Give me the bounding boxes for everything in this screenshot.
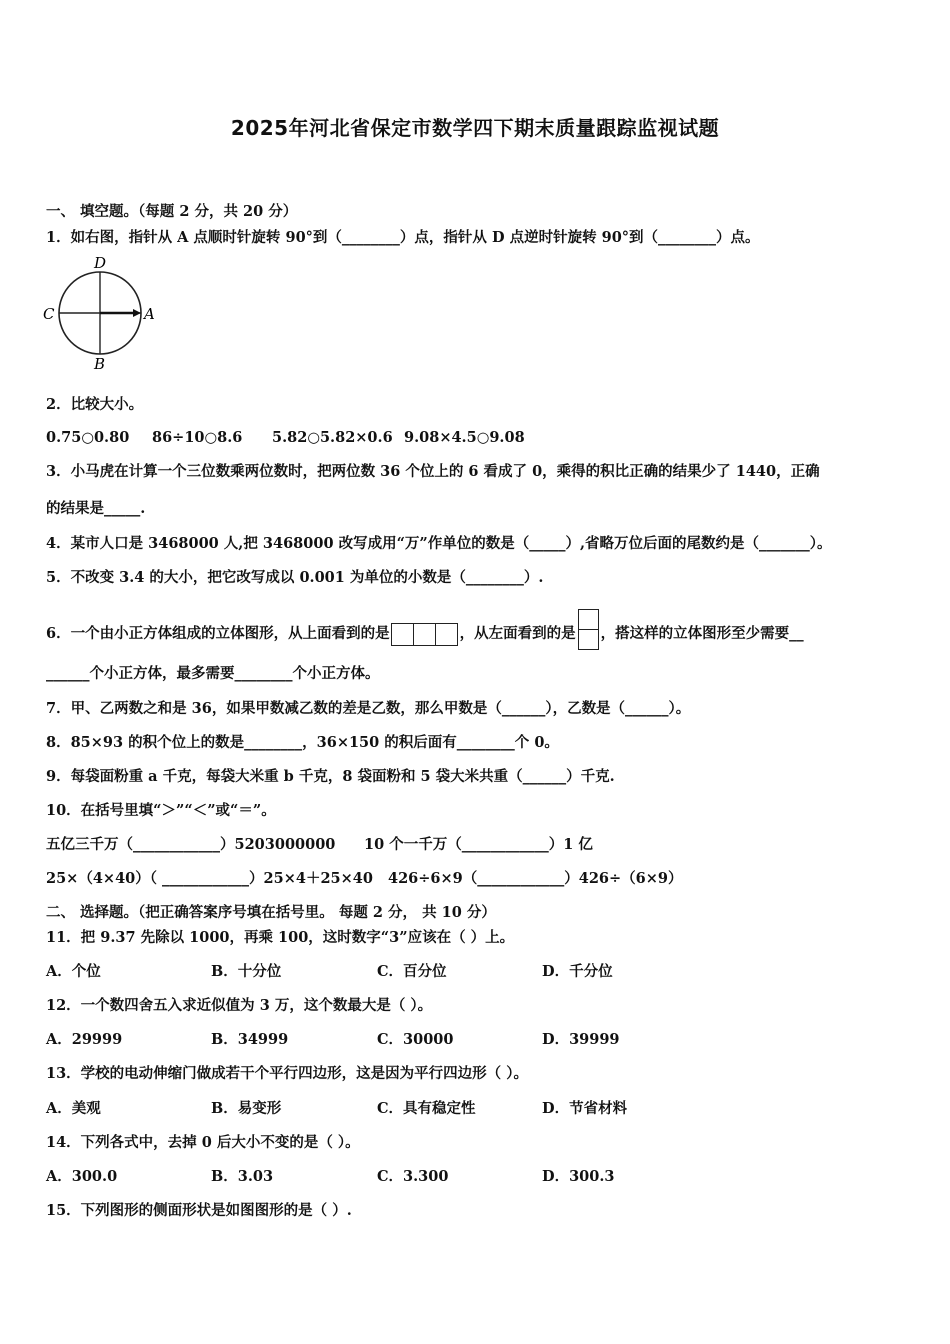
- question-6-text-a: 6．一个由小正方体组成的立体图形，从上面看到的是: [46, 625, 390, 642]
- question-15: 15．下列图形的侧面形状是如图图形的是（ ）.: [46, 1202, 352, 1219]
- question-10: 10．在括号里填“＞”“＜”或“＝”。: [46, 802, 276, 819]
- page-title: 2025年河北省保定市数学四下期末质量跟踪监视试题: [230, 116, 720, 140]
- option-a: A．29999: [46, 1031, 123, 1048]
- question-6-line-2: ______个小正方体，最多需要________个小正方体。: [46, 665, 380, 682]
- question-1: 1．如右图，指针从 A 点顺时针旋转 90°到（________）点，指针从 D 点逆时针旋转 90°到（________）点。: [46, 229, 760, 246]
- compare-item: 五亿三千万（____________）5203000000: [46, 836, 336, 853]
- compare-item: 86÷10○8.6: [152, 429, 243, 446]
- option-b: B．十分位: [211, 963, 282, 980]
- option-c: C．30000: [377, 1031, 454, 1048]
- left-view-figure: [578, 610, 599, 650]
- question-6-text-b: ，从左面看到的是: [459, 625, 576, 642]
- question-13: 13．学校的电动伸缩门做成若干个平行四边形，这是因为平行四边形（ ）。: [46, 1065, 528, 1082]
- section-1-heading: 一、 填空题。（每题 2 分，共 20 分）: [46, 203, 298, 220]
- option-d: D．39999: [542, 1031, 620, 1048]
- question-9: 9．每袋面粉重 a 千克，每袋大米重 b 千克，8 袋面粉和 5 袋大米共重（______）千克.: [46, 768, 615, 785]
- question-11: 11．把 9.37 先除以 1000，再乘 100，这时数字“3”应该在（ ）上。: [46, 929, 515, 946]
- question-6-line-1: [46, 614, 804, 654]
- option-b: B．34999: [211, 1031, 289, 1048]
- section-2-heading: 二、 选择题。（把正确答案序号填在括号里。 每题 2 分， 共 10 分）: [46, 904, 496, 921]
- option-a: A．美观: [46, 1100, 101, 1117]
- option-b: B．3.03: [211, 1168, 274, 1185]
- compare-item: 5.82○5.82×0.6: [272, 429, 393, 446]
- option-d: D．千分位: [542, 963, 613, 980]
- compare-item: 10 个一千万（____________）1 亿: [364, 836, 593, 853]
- option-b: B．易变形: [211, 1100, 282, 1117]
- question-12: 12．一个数四舍五入求近似值为 3 万，这个数最大是（ ）。: [46, 997, 433, 1014]
- compare-item: 426÷6×9（____________）426÷（6×9）: [388, 870, 683, 887]
- compare-item: 0.75○0.80: [46, 429, 130, 446]
- option-a: A．个位: [46, 963, 101, 980]
- clock-pointer-diagram: [40, 253, 164, 373]
- question-8: 8．85×93 的积个位上的数是________，36×150 的积后面有________个 0。: [46, 734, 559, 751]
- label-b: B: [94, 355, 106, 373]
- question-7: 7．甲、乙两数之和是 36，如果甲数减乙数的差是乙数，那么甲数是（______），乙数是（______）。: [46, 700, 691, 717]
- option-c: C．具有稳定性: [377, 1100, 476, 1117]
- question-4: 4．某市人口是 3468000 人,把 3468000 改写成用“万”作单位的数是（_____）,省略万位后面的尾数约是（_______）。: [46, 535, 832, 552]
- question-5: 5．不改变 3.4 的大小，把它改写成以 0.001 为单位的小数是（________）.: [46, 569, 544, 586]
- question-6-text-c: ，搭这样的立体图形至少需要__: [600, 625, 804, 642]
- option-c: C．3.300: [377, 1168, 449, 1185]
- question-2: 2．比较大小。: [46, 396, 144, 413]
- option-c: C．百分位: [377, 963, 447, 980]
- compare-item: 25×（4×40）（ ____________）25×4＋25×40: [46, 870, 373, 887]
- compare-item: 9.08×4.5○9.08: [404, 429, 525, 446]
- question-3-line-1: 3．小马虎在计算一个三位数乘两位数时，把两位数 36 个位上的 6 看成了 0，乘得的积比正确的结果少了 1440，正确: [46, 463, 820, 480]
- question-14: 14．下列各式中，去掉 0 后大小不变的是（ ）。: [46, 1134, 360, 1151]
- label-a: A: [144, 305, 155, 323]
- question-3-line-2: 的结果是_____.: [46, 500, 146, 517]
- label-d: D: [94, 254, 107, 272]
- top-view-figure: [392, 623, 458, 646]
- label-c: C: [43, 305, 55, 323]
- option-d: D．300.3: [542, 1168, 615, 1185]
- option-a: A．300.0: [46, 1168, 118, 1185]
- option-d: D．节省材料: [542, 1100, 628, 1117]
